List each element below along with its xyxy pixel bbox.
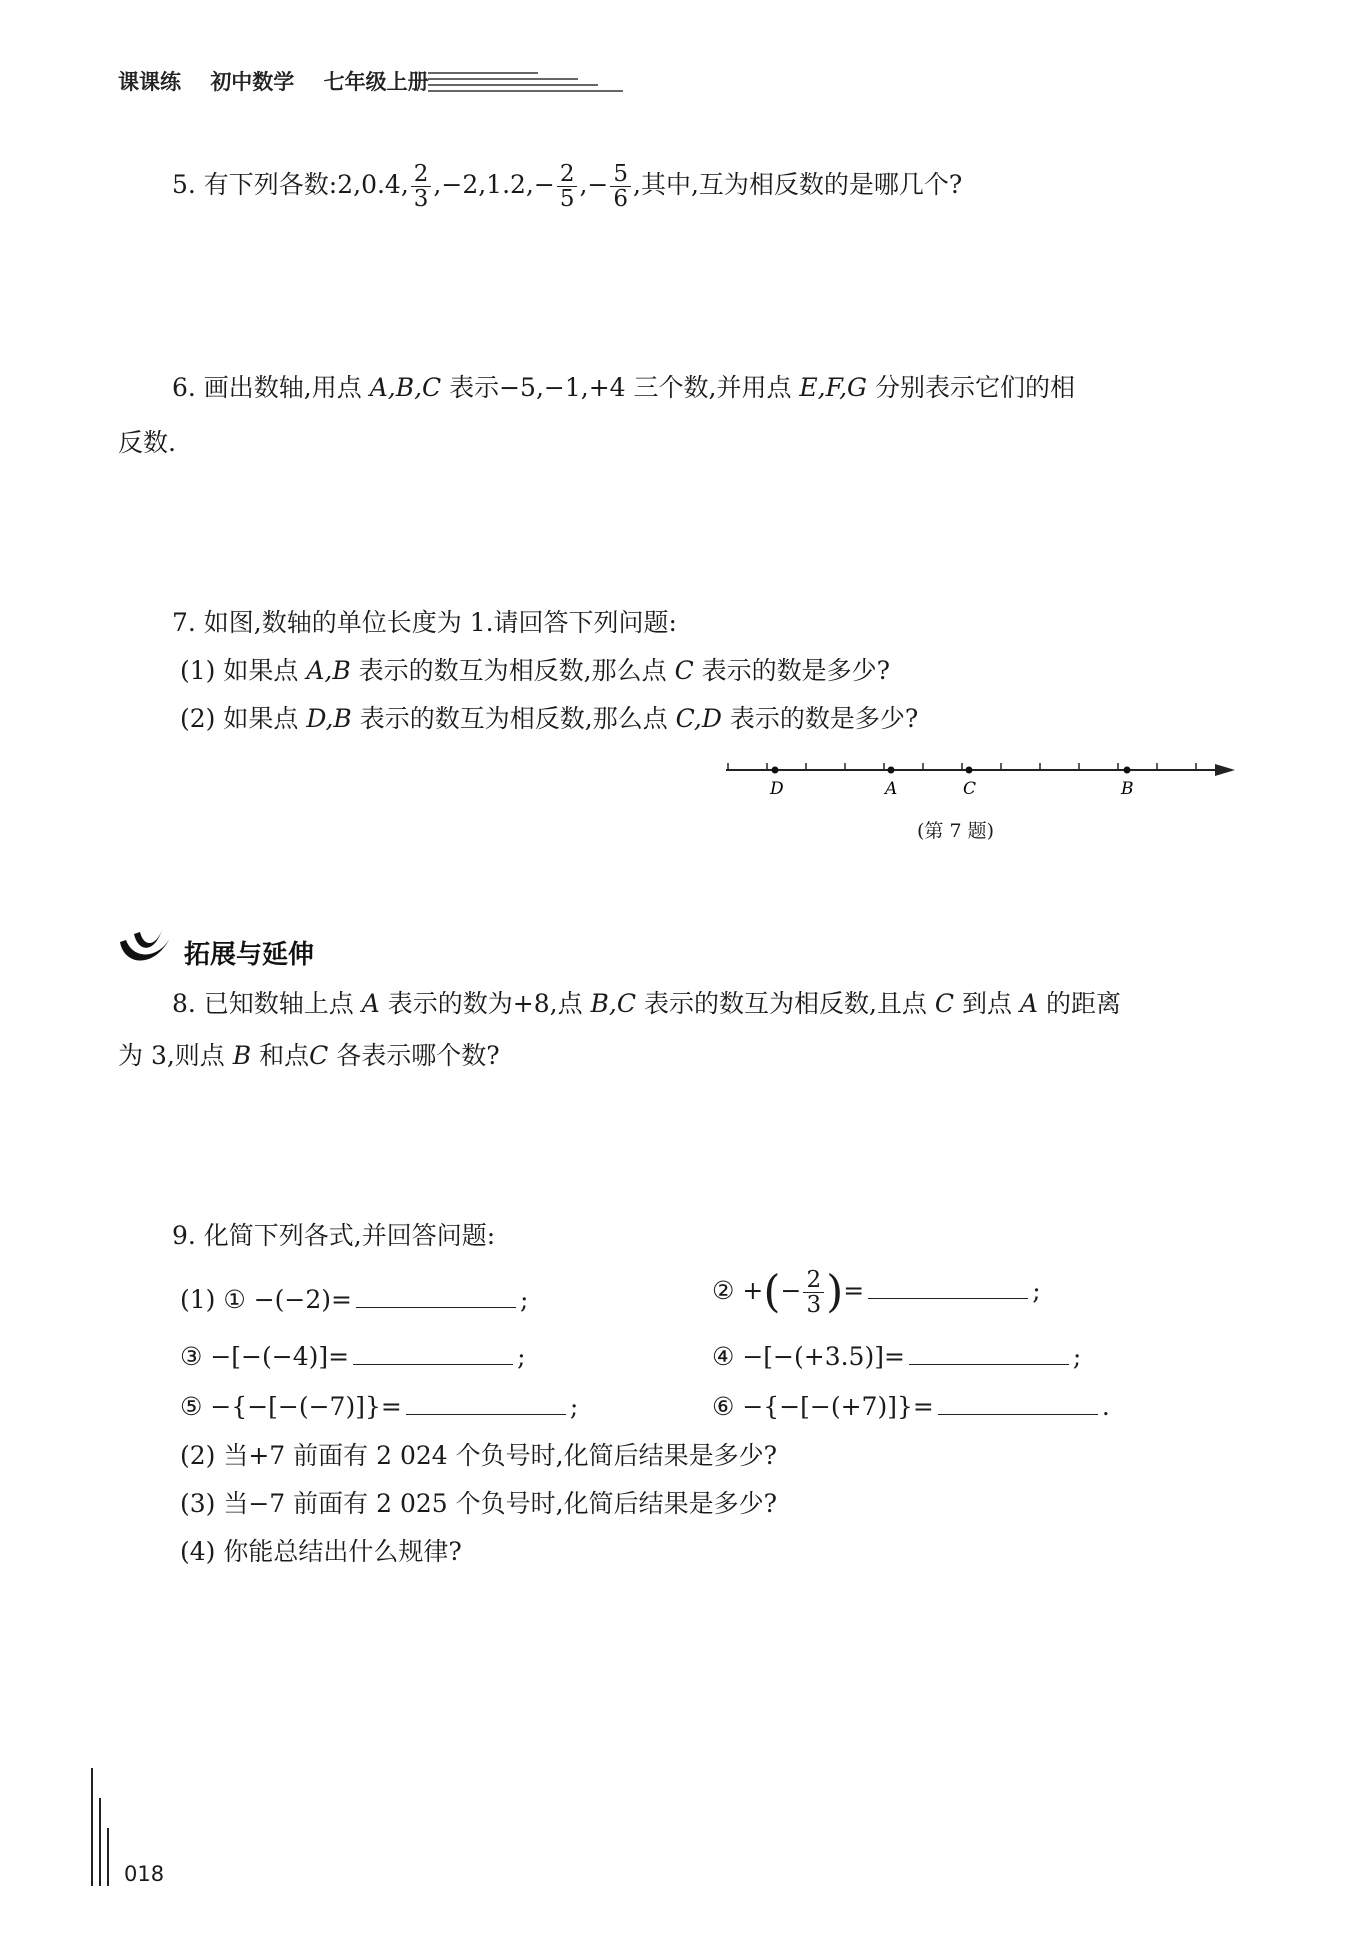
footer-decor-bars bbox=[88, 1768, 118, 1888]
figure-caption: (第 7 题) bbox=[917, 820, 994, 842]
fraction: $\frac{5}{6}$ bbox=[610, 162, 631, 211]
question-7-stem: 7. 如图,数轴的单位长度为 1.请回答下列问题: bbox=[172, 608, 677, 637]
section-title: 拓展与延伸 bbox=[184, 940, 315, 970]
label-C: C bbox=[963, 779, 977, 799]
running-header bbox=[118, 66, 451, 96]
answer-blank[interactable] bbox=[406, 1390, 566, 1415]
header-decor-lines bbox=[428, 70, 628, 92]
header-grade: 七年级上册 bbox=[323, 70, 429, 94]
question-6-line-2: 反数. bbox=[118, 428, 176, 457]
q9-expr-3: ③ −[−(−4)]= ; bbox=[180, 1342, 526, 1371]
q9-part-4: (4) 你能总结出什么规律? bbox=[180, 1537, 462, 1566]
answer-blank[interactable] bbox=[356, 1283, 516, 1308]
answer-blank[interactable] bbox=[909, 1340, 1069, 1365]
fraction: $\frac{2}{5}$ bbox=[557, 162, 578, 211]
question-6-line-1: 6. 画出数轴,用点 A,B,C 表示−5,−1,+4 三个数,并用点 E,F,G 分别表示它们的相 bbox=[172, 373, 1075, 402]
point-B bbox=[1124, 767, 1131, 774]
point-D bbox=[772, 767, 779, 774]
q9-expr-1: (1) ① −(−2)= ; bbox=[180, 1285, 529, 1314]
question-5: 5. 有下列各数:2,0.4, $\frac{2}{3}$ ,−2,1.2,− $\frac{2}{5}$ ,− $\frac{5}{6}$ ,其中,互为相反数的是哪几个? bbox=[172, 161, 963, 213]
answer-blank[interactable] bbox=[938, 1390, 1098, 1415]
question-8-line-1: 8. 已知数轴上点 A 表示的数为+8,点 B,C 表示的数互为相反数,且点 C 到点 A 的距离 bbox=[172, 989, 1121, 1018]
axis-arrow-icon bbox=[1215, 764, 1235, 776]
label-D: D bbox=[770, 779, 784, 799]
page-number: 018 bbox=[124, 1862, 165, 1886]
header-brand: 课课练 bbox=[118, 70, 181, 94]
answer-blank[interactable] bbox=[353, 1340, 513, 1365]
question-9-stem: 9. 化简下列各式,并回答问题: bbox=[172, 1221, 496, 1250]
point-C bbox=[966, 767, 973, 774]
q9-part-3: (3) 当−7 前面有 2 025 个负号时,化简后结果是多少? bbox=[180, 1489, 777, 1518]
q9-expr-2: ② +(− $\frac{2}{3}$ )= ; bbox=[712, 1266, 1041, 1319]
q9-part-2: (2) 当+7 前面有 2 024 个负号时,化简后结果是多少? bbox=[180, 1441, 777, 1470]
q9-expr-4: ④ −[−(+3.5)]= ; bbox=[712, 1342, 1082, 1371]
answer-blank[interactable] bbox=[868, 1274, 1028, 1299]
question-8-line-2: 为 3,则点 B 和点C 各表示哪个数? bbox=[118, 1041, 500, 1070]
point-A bbox=[888, 767, 895, 774]
section-swoosh-icon bbox=[116, 928, 176, 972]
question-7-part-1: (1) 如果点 A,B 表示的数互为相反数,那么点 C 表示的数是多少? bbox=[180, 656, 891, 685]
fraction: $\frac{2}{3}$ bbox=[803, 1268, 824, 1317]
q9-expr-6: ⑥ −{−[−(+7)]}= . bbox=[712, 1392, 1110, 1421]
number-line-figure bbox=[720, 755, 1240, 815]
question-7-part-2: (2) 如果点 D,B 表示的数互为相反数,那么点 C,D 表示的数是多少? bbox=[180, 704, 919, 733]
q9-expr-5: ⑤ −{−[−(−7)]}= ; bbox=[180, 1392, 579, 1421]
header-subject: 初中数学 bbox=[210, 70, 295, 94]
label-A: A bbox=[885, 779, 898, 799]
fraction: $\frac{2}{3}$ bbox=[411, 162, 432, 211]
label-B: B bbox=[1121, 779, 1134, 799]
